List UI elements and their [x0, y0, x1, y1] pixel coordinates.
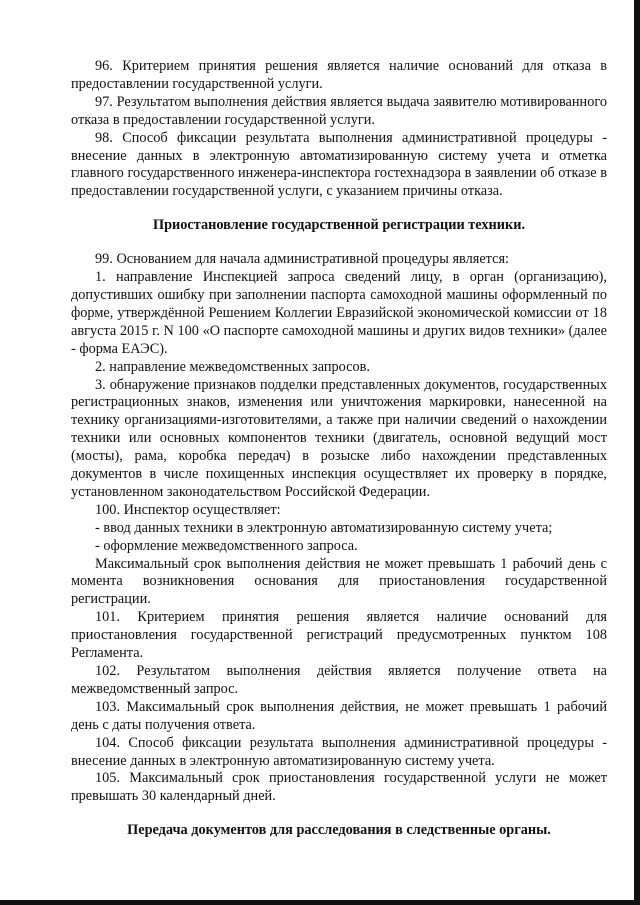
paragraph-97: 97. Результатом выполнения действия является выдача заявителю мотивированного отказа в предоставлении государственной услуги.: [71, 93, 607, 128]
paragraph-max-term: Максимальный срок выполнения действия не может превышать 1 рабочий день с момента возникновения основания для приостановления государственной регистрации.: [71, 555, 607, 608]
paragraph-101: 101. Критерием принятия решения является наличие оснований для приостановления государственной регистраций предусмотренных пунктом 108 Регламента.: [71, 609, 607, 662]
paragraph-103: 103. Максимальный срок выполнения действия, не может превышать 1 рабочий день с даты получения ответа.: [71, 698, 607, 733]
list-item-99-2: 2. направление межведомственных запросов.: [95, 358, 370, 375]
document-body: [71, 58, 607, 840]
section-heading-suspension: Приостановление государственной регистрации техники.: [152, 217, 526, 234]
scan-edge-bottom: [0, 900, 640, 905]
paragraph-100: 100. Инспектор осуществляет:: [95, 501, 281, 518]
paragraph-105: 105. Максимальный срок приостановления государственной услуги не может превышать 30 календарный дней.: [71, 770, 607, 805]
list-item-99-1: 1. направление Инспекцией запроса сведений лицу, в орган (организацию), допустивших ошибку при заполнении паспорта самоходной машины оформленный по форме, утверждённой Решением Коллегии Евразийской экономической комиссии от 18 августа 2015 г. N 100 «О паспорте самоходной машины и других видов техники» (далее - форма ЕАЭС).: [71, 269, 607, 357]
paragraph-96: 96. Критерием принятия решения является наличие оснований для отказа в предоставлении государственной услуги.: [71, 58, 607, 92]
scan-edge-right: [634, 0, 640, 905]
paragraph-98: 98. Способ фиксации результата выполнения административной процедуры - внесение данных в электронную автоматизированную систему учета и отметка главного государственного инженера-инспектора гостехнадзора в заявлении об отказе в предоставлении государственной услуги, с указанием причины отказа.: [71, 129, 607, 200]
list-item-99-3: 3. обнаружение признаков подделки представленных документов, государственных регистрационных знаков, изменения или уничтожения маркировки, нанесенной на технику организациями-изготовителями, а также при наличии сведений о нахождении техники или основных компонентов техники (двигатель, основной ведущий мост (мосты), рама, коробка передач) в розыске либо нахождении представленных документов в числе похищенных инспекция осуществляет их проверку в порядке, установленном законодательством Российской Федерации.: [71, 376, 607, 500]
paragraph-99: 99. Основанием для начала административной процедуры является:: [95, 251, 509, 268]
list-item-100-1: - ввод данных техники в электронную автоматизированную систему учета;: [95, 519, 553, 536]
paragraph-104: 104. Способ фиксации результата выполнения административной процедуры - внесение данных в электронную автоматизированную систему учета.: [71, 734, 607, 769]
section-heading-investigation: Передача документов для расследования в следственные органы.: [127, 822, 551, 839]
list-item-100-2: - оформление межведомственного запроса.: [95, 537, 358, 554]
paragraph-102: 102. Результатом выполнения действия является получение ответа на межведомственный запрос.: [71, 663, 607, 697]
